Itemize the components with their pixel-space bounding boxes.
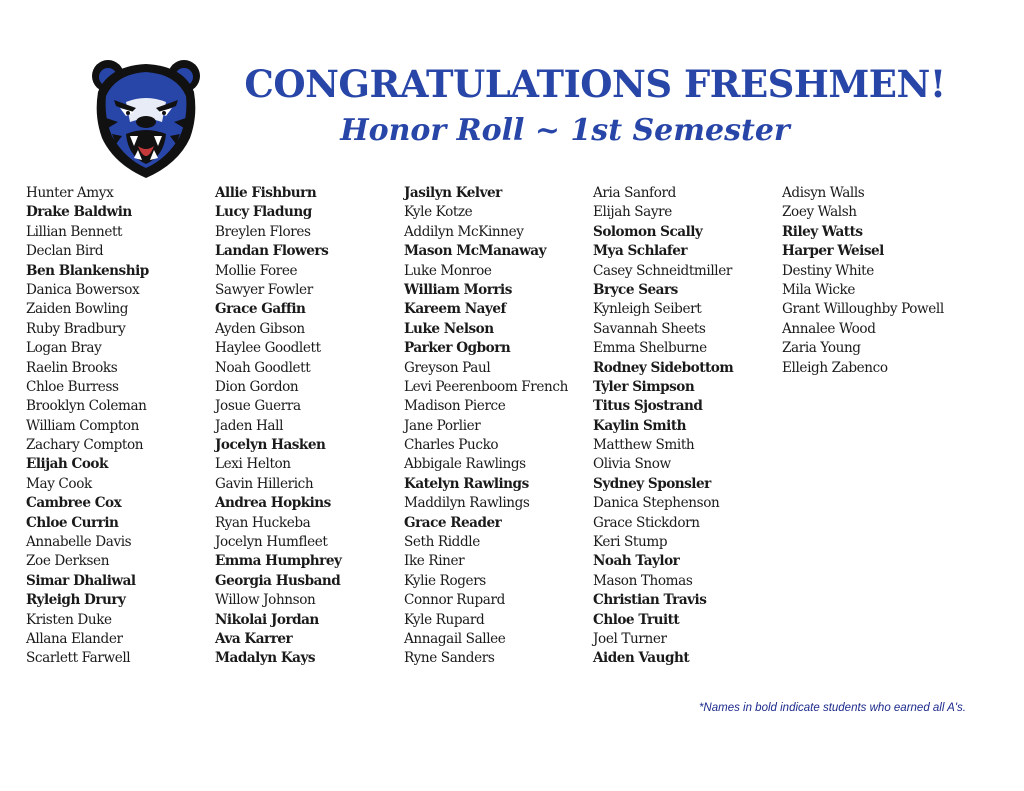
honor-name: Declan Bird [26,243,104,260]
honor-name-all-as: Ava Karrer [215,630,293,647]
honor-name: Danica Stephenson [593,495,720,512]
honor-name: Gavin Hillerich [215,475,314,492]
footnote: *Names in bold indicate students who earned all A's. [698,702,966,714]
honor-name-all-as: Kaylin Smith [593,417,686,434]
page-title: CONGRATULATIONS FRESHMEN! [244,62,946,106]
honor-name: Greyson Paul [404,359,491,376]
honor-name: Adisyn Walls [782,185,865,201]
honor-name: Mollie Foree [215,262,298,279]
honor-name: Keri Stump [593,534,668,551]
honor-name-all-as: Rodney Sidebottom [593,359,734,376]
honor-name: Ryne Sanders [404,650,495,667]
honor-name-all-as: Madalyn Kays [215,650,316,667]
honor-name: Aria Sanford [593,185,676,201]
honor-name: Zaria Young [782,340,861,357]
honor-name-all-as: Bryce Sears [593,281,678,298]
honor-name: Mila Wicke [782,281,856,298]
honor-name: Lillian Bennett [26,223,123,240]
honor-name: Elijah Sayre [593,204,672,221]
honor-name-all-as: Sydney Sponsler [593,475,711,492]
honor-name: Kylie Rogers [404,572,486,589]
name-column-1 [26,184,149,669]
honor-name-all-as: Tyler Simpson [593,378,695,395]
honor-name-all-as: Grace Gaffin [215,301,306,318]
honor-name-all-as: Luke Nelson [404,320,494,337]
honor-name: Josue Guerra [215,398,301,415]
honor-name-all-as: Allie Fishburn [215,185,317,201]
honor-name-all-as: Mason McManaway [404,243,546,260]
honor-name-all-as: Nikolai Jordan [215,611,319,628]
honor-name-all-as: Emma Humphrey [215,553,342,570]
honor-name: Addilyn McKinney [404,223,524,240]
honor-name: Ruby Bradbury [26,320,126,337]
honor-name: Jocelyn Humfleet [215,534,328,551]
honor-name: Madison Pierce [404,398,506,415]
honor-name: Abbigale Rawlings [404,456,526,473]
honor-name: Zachary Compton [26,437,144,454]
honor-name-all-as: Katelyn Rawlings [404,475,529,492]
honor-roll-columns [26,184,1006,684]
honor-name: Destiny White [782,262,874,279]
honor-name: Savannah Sheets [593,320,706,337]
honor-name-all-as: Ryleigh Drury [26,592,126,609]
honor-name-all-as: Elijah Cook [26,456,108,473]
honor-name: Charles Pucko [404,437,499,454]
honor-name: Luke Monroe [404,262,492,279]
honor-name: Jane Porlier [404,417,481,434]
honor-name: Dion Gordon [215,378,299,395]
honor-name: Lexi Helton [215,456,291,473]
honor-name: Scarlett Farwell [26,650,131,667]
honor-name-all-as: Titus Sjostrand [593,398,703,415]
honor-name-all-as: Jocelyn Hasken [215,437,326,454]
honor-name: Haylee Goodlett [215,340,321,357]
honor-name-all-as: Christian Travis [593,592,707,609]
name-column-3 [404,184,568,669]
honor-name: Logan Bray [26,340,102,357]
honor-name: Kynleigh Seibert [593,301,702,318]
honor-name: Grant Willoughby Powell [782,301,944,318]
honor-name: Annabelle Davis [26,534,132,551]
honor-name: Matthew Smith [593,437,695,454]
honor-name: Noah Goodlett [215,359,311,376]
honor-name: Zoe Derksen [26,553,110,570]
honor-name: Seth Riddle [404,534,480,551]
honor-name: Ayden Gibson [215,320,305,337]
honor-name: Zaiden Bowling [26,301,129,318]
honor-name: Maddilyn Rawlings [404,495,530,512]
honor-name: Allana Elander [26,630,123,647]
honor-name: Willow Johnson [215,592,316,609]
name-column-2 [215,184,341,669]
honor-name-all-as: Ben Blankenship [26,262,149,279]
honor-name-all-as: Chloe Truitt [593,611,680,628]
honor-name-all-as: Grace Reader [404,514,502,531]
honor-name: Casey Schneidtmiller [593,262,732,279]
honor-name-all-as: Riley Watts [782,223,863,240]
honor-name-all-as: Andrea Hopkins [215,495,331,512]
honor-name-all-as: Mya Schlafer [593,243,688,260]
honor-name: May Cook [26,475,92,492]
honor-name-all-as: Kareem Nayef [404,301,506,318]
honor-name: Mason Thomas [593,572,693,589]
honor-name: Brooklyn Coleman [26,398,147,415]
honor-name: Elleigh Zabenco [782,359,888,376]
honor-name: Sawyer Fowler [215,281,313,298]
honor-name-all-as: Cambree Cox [26,495,122,512]
honor-name-all-as: Harper Weisel [782,243,884,260]
honor-name: Kristen Duke [26,611,112,628]
name-column-5 [782,184,944,378]
honor-name-all-as: Lucy Fladung [215,204,312,221]
honor-name: William Compton [26,417,140,434]
honor-name: Ryan Huckeba [215,514,311,531]
honor-name: Raelin Brooks [26,359,118,376]
honor-name: Levi Peerenboom French [404,378,568,395]
honor-name-all-as: Landan Flowers [215,243,329,260]
honor-name-all-as: Solomon Scally [593,223,703,240]
honor-name: Kyle Kotze [404,204,473,221]
honor-name: Annalee Wood [782,320,876,337]
honor-name-all-as: Parker Ogborn [404,340,511,357]
honor-name-all-as: Chloe Currin [26,514,119,531]
name-column-4 [593,184,733,669]
honor-name: Olivia Snow [593,456,671,473]
honor-name: Kyle Rupard [404,611,485,628]
honor-name: Connor Rupard [404,592,505,609]
honor-name: Breylen Flores [215,223,311,240]
honor-name-all-as: Aiden Vaught [593,650,690,667]
honor-name: Jaden Hall [215,417,284,434]
honor-name: Joel Turner [593,630,667,647]
honor-name-all-as: Drake Baldwin [26,204,132,221]
honor-name: Danica Bowersox [26,281,140,298]
honor-name: Hunter Amyx [26,185,114,201]
bear-mascot-icon [88,56,204,180]
honor-name-all-as: William Morris [404,281,512,298]
honor-name-all-as: Georgia Husband [215,572,341,589]
honor-name-all-as: Noah Taylor [593,553,680,570]
honor-name: Emma Shelburne [593,340,707,357]
honor-name: Grace Stickdorn [593,514,700,531]
honor-name: Ike Riner [404,553,465,570]
honor-name: Annagail Sallee [404,630,506,647]
honor-name: Zoey Walsh [782,204,857,221]
page-subtitle: Honor Roll ~ 1st Semester [340,113,790,148]
honor-name-all-as: Simar Dhaliwal [26,572,136,589]
honor-name-all-as: Jasilyn Kelver [404,185,502,201]
honor-name: Chloe Burress [26,378,119,395]
